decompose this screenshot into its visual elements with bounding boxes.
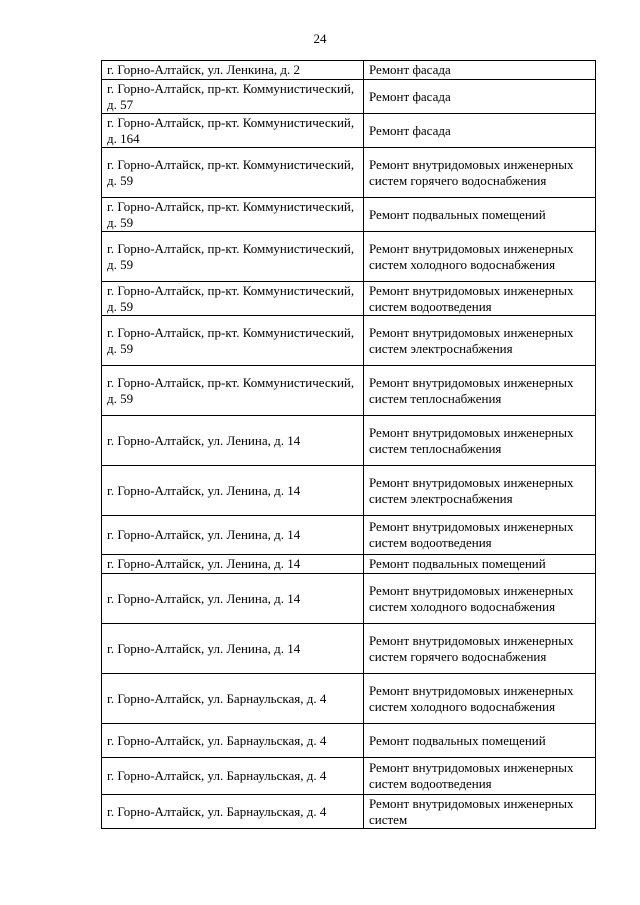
work-type-cell: Ремонт подвальных помещений	[364, 198, 596, 232]
work-type-cell: Ремонт внутридомовых инженерных систем холодного водоснабжения	[364, 574, 596, 624]
table-row	[102, 114, 596, 148]
address-cell: г. Горно-Алтайск, пр-кт. Коммунистический, д. 59	[102, 366, 364, 416]
table-row	[102, 232, 596, 282]
table-row	[102, 148, 596, 198]
address-cell: г. Горно-Алтайск, ул. Барнаульская, д. 4	[102, 674, 364, 724]
address-cell: г. Горно-Алтайск, ул. Барнаульская, д. 4	[102, 795, 364, 829]
page-number: 24	[313, 31, 327, 46]
work-type-cell: Ремонт внутридомовых инженерных систем теплоснабжения	[364, 366, 596, 416]
table-row	[102, 516, 596, 555]
work-type-cell: Ремонт фасада	[364, 80, 596, 114]
address-cell: г. Горно-Алтайск, ул. Ленкина, д. 2	[102, 61, 364, 80]
works-table-body	[102, 61, 596, 829]
work-type-cell: Ремонт внутридомовых инженерных систем горячего водоснабжения	[364, 148, 596, 198]
address-cell: г. Горно-Алтайск, пр-кт. Коммунистический, д. 57	[102, 80, 364, 114]
address-cell: г. Горно-Алтайск, ул. Ленина, д. 14	[102, 466, 364, 516]
work-type-cell: Ремонт подвальных помещений	[364, 555, 596, 574]
work-type-cell: Ремонт внутридомовых инженерных систем электроснабжения	[364, 316, 596, 366]
work-type-cell: Ремонт подвальных помещений	[364, 724, 596, 758]
work-type-cell: Ремонт внутридомовых инженерных систем холодного водоснабжения	[364, 674, 596, 724]
work-type-cell: Ремонт внутридомовых инженерных систем электроснабжения	[364, 466, 596, 516]
address-cell: г. Горно-Алтайск, пр-кт. Коммунистический, д. 164	[102, 114, 364, 148]
address-cell: г. Горно-Алтайск, ул. Ленина, д. 14	[102, 555, 364, 574]
address-cell: г. Горно-Алтайск, ул. Ленина, д. 14	[102, 624, 364, 674]
address-cell: г. Горно-Алтайск, ул. Барнаульская, д. 4	[102, 724, 364, 758]
work-type-cell: Ремонт внутридомовых инженерных систем	[364, 795, 596, 829]
address-cell: г. Горно-Алтайск, пр-кт. Коммунистический, д. 59	[102, 232, 364, 282]
address-cell: г. Горно-Алтайск, пр-кт. Коммунистический, д. 59	[102, 198, 364, 232]
table-row	[102, 555, 596, 574]
address-cell: г. Горно-Алтайск, пр-кт. Коммунистический, д. 59	[102, 282, 364, 316]
work-type-cell: Ремонт фасада	[364, 114, 596, 148]
table-row	[102, 416, 596, 466]
table-row	[102, 366, 596, 416]
works-table	[101, 60, 596, 829]
work-type-cell: Ремонт внутридомовых инженерных систем теплоснабжения	[364, 416, 596, 466]
table-row	[102, 574, 596, 624]
work-type-cell: Ремонт внутридомовых инженерных систем водоотведения	[364, 758, 596, 795]
table-row	[102, 282, 596, 316]
address-cell: г. Горно-Алтайск, ул. Ленина, д. 14	[102, 416, 364, 466]
address-cell: г. Горно-Алтайск, пр-кт. Коммунистический, д. 59	[102, 148, 364, 198]
table-row	[102, 795, 596, 829]
work-type-cell: Ремонт фасада	[364, 61, 596, 80]
work-type-cell: Ремонт внутридомовых инженерных систем холодного водоснабжения	[364, 232, 596, 282]
work-type-cell: Ремонт внутридомовых инженерных систем водоотведения	[364, 516, 596, 555]
table-row	[102, 624, 596, 674]
table-row	[102, 80, 596, 114]
address-cell: г. Горно-Алтайск, пр-кт. Коммунистический, д. 59	[102, 316, 364, 366]
address-cell: г. Горно-Алтайск, ул. Барнаульская, д. 4	[102, 758, 364, 795]
address-cell: г. Горно-Алтайск, ул. Ленина, д. 14	[102, 574, 364, 624]
work-type-cell: Ремонт внутридомовых инженерных систем горячего водоснабжения	[364, 624, 596, 674]
table-row	[102, 466, 596, 516]
table-row	[102, 61, 596, 80]
table-row	[102, 758, 596, 795]
table-row	[102, 724, 596, 758]
work-type-cell: Ремонт внутридомовых инженерных систем водоотведения	[364, 282, 596, 316]
address-cell: г. Горно-Алтайск, ул. Ленина, д. 14	[102, 516, 364, 555]
table-row	[102, 198, 596, 232]
table-row	[102, 674, 596, 724]
table-row	[102, 316, 596, 366]
